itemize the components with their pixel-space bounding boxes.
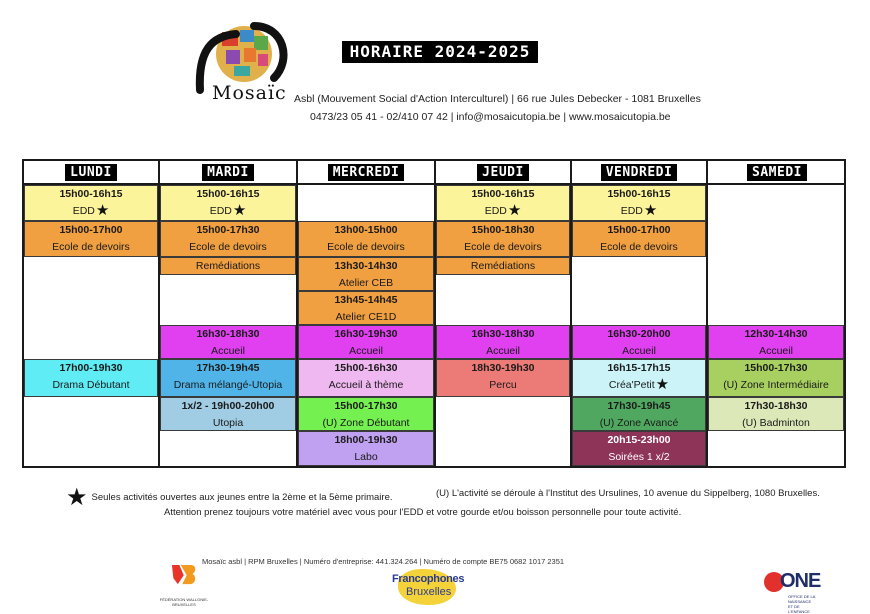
day-header-jeudi: JEUDI bbox=[436, 161, 572, 185]
fwb-caption: FÉDÉRATION WALLONIE-BRUXELLES bbox=[159, 597, 209, 607]
slot-jeudi-remediations: Remédiations bbox=[436, 257, 570, 275]
slot-mardi-utopia: 1x/2 - 19h00-20h00 Utopia bbox=[160, 397, 296, 431]
slot-mercredi-atelier-ceb: 13h30-14h30 Atelier CEB bbox=[298, 257, 434, 291]
slot-jeudi-accueil: 16h30-18h30 Accueil bbox=[436, 325, 570, 359]
slot-mercredi-accueil: 16h30-19h30 Accueil bbox=[298, 325, 434, 359]
address-line: Asbl (Mouvement Social d'Action Interculturel) | 66 rue Jules Debecker - 1081 Bruxelles bbox=[294, 93, 701, 105]
contact-line: 0473/23 05 41 - 02/410 07 42 | info@mosaicutopia.be | www.mosaicutopia.be bbox=[310, 111, 671, 123]
legal-info: Mosaïc asbl | RPM Bruxelles | Numéro d'entreprise: 441.324.264 | Numéro de compte BE75 0682 1017 2351 bbox=[202, 557, 565, 566]
slot-samedi-accueil: 12h30-14h30 Accueil bbox=[708, 325, 844, 359]
page-title: HORAIRE 2024-2025 bbox=[342, 41, 538, 63]
schedule-table bbox=[22, 159, 846, 468]
star-icon: ★ bbox=[507, 202, 522, 219]
one-logo: ONE OFFICE DE LA NAISSANCE ET DE L'ENFANCE bbox=[760, 570, 816, 610]
slot-mardi-ecole-de-devoirs: 15h00-17h30 Ecole de devoirs bbox=[160, 221, 296, 257]
legend-star: ★ Seules activités ouvertes aux jeunes entre la 2ème et la 5ème primaire. bbox=[66, 484, 393, 511]
slot-mardi-accueil: 16h30-18h30 Accueil bbox=[160, 325, 296, 359]
slot-mercredi-zone-debutant: 15h00-17h30 (U) Zone Débutant bbox=[298, 397, 434, 431]
slot-vendredi-crea-petit: 16h15-17h15 Créa'Petit★ bbox=[572, 359, 706, 397]
slot-mercredi-atelier-ce1d: 13h45-14h45 Atelier CE1D bbox=[298, 291, 434, 325]
slot-mercredi-labo: 18h00-19h30 Labo bbox=[298, 431, 434, 466]
day-header-vendredi: VENDREDI bbox=[572, 161, 708, 185]
slot-vendredi-zone-avance: 17h30-19h45 (U) Zone Avancé bbox=[572, 397, 706, 431]
star-icon: ★ bbox=[643, 202, 658, 219]
slot-mardi-remediations: Remédiations bbox=[160, 257, 296, 275]
star-icon: ★ bbox=[232, 202, 247, 219]
slot-mardi-edd: 15h00-16h15 EDD★ bbox=[160, 185, 296, 221]
slot-mercredi-accueil-a-theme: 15h00-16h30 Accueil à thème bbox=[298, 359, 434, 397]
star-icon: ★ bbox=[655, 376, 670, 393]
slot-lundi-drama: 17h00-19h30 Drama Débutant bbox=[24, 359, 158, 397]
francophones-bruxelles-logo: Francophones Bruxelles bbox=[392, 565, 480, 609]
slot-mercredi-ecole-de-devoirs: 13h00-15h00 Ecole de devoirs bbox=[298, 221, 434, 257]
star-icon: ★ bbox=[95, 202, 110, 219]
day-header-lundi: LUNDI bbox=[24, 161, 160, 185]
slot-mardi-drama: 17h30-19h45 Drama mélangé-Utopia bbox=[160, 359, 296, 397]
slot-jeudi-edd: 15h00-16h15 EDD★ bbox=[436, 185, 570, 221]
slot-lundi-ecole-de-devoirs: 15h00-17h00 Ecole de devoirs bbox=[24, 221, 158, 257]
slot-vendredi-accueil: 16h30-20h00 Accueil bbox=[572, 325, 706, 359]
slot-vendredi-edd: 15h00-16h15 EDD★ bbox=[572, 185, 706, 221]
day-header-samedi: SAMEDI bbox=[708, 161, 846, 185]
slot-vendredi-soirees: 20h15-23h00 Soirées 1 x/2 bbox=[572, 431, 706, 466]
star-icon: ★ bbox=[66, 484, 88, 511]
day-header-mercredi: MERCREDI bbox=[298, 161, 436, 185]
logo-wordmark: Mosaïc bbox=[212, 82, 287, 104]
day-header-mardi: MARDI bbox=[160, 161, 298, 185]
slot-vendredi-ecole-de-devoirs: 15h00-17h00 Ecole de devoirs bbox=[572, 221, 706, 257]
slot-lundi-edd: 15h00-16h15 EDD★ bbox=[24, 185, 158, 221]
slot-samedi-badminton: 17h30-18h30 (U) Badminton bbox=[708, 397, 844, 431]
slot-jeudi-ecole-de-devoirs: 15h00-18h30 Ecole de devoirs bbox=[436, 221, 570, 257]
slot-jeudi-percu: 18h30-19h30 Percu bbox=[436, 359, 570, 397]
notice-text: Attention prenez toujours votre matériel avec vous pour l'EDD et votre gourde et/ou boisson personnelle pour toute activité. bbox=[164, 507, 682, 518]
slot-samedi-zone-intermediaire: 15h00-17h30 (U) Zone Intermédiaire bbox=[708, 359, 844, 397]
legend-u: (U) L'activité se déroule à l'Institut des Ursulines, 10 avenue du Sippelberg, 1080 Bruxelles. bbox=[436, 488, 820, 499]
